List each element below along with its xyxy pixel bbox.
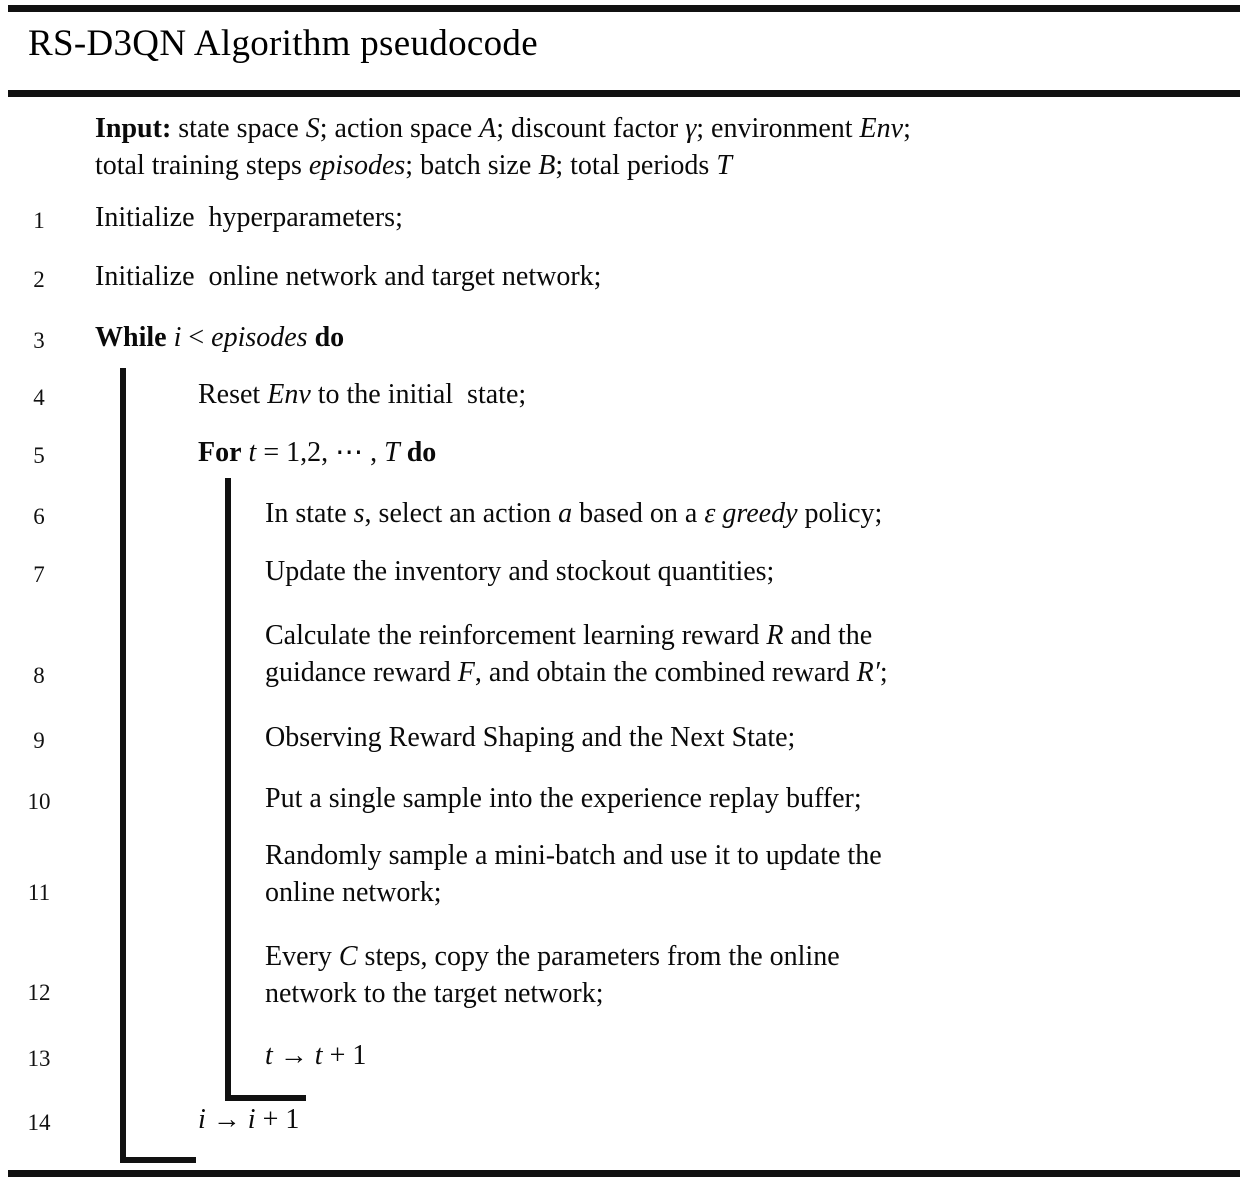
symbol-i-update2: i	[247, 1104, 256, 1135]
line-number-7: 7	[33, 562, 45, 587]
symbol-epsilon: ε greedy	[704, 498, 798, 529]
statement-4: Reset Env to the initial state;	[198, 379, 527, 410]
input-declaration: Input: state space S; action space A; discount factor γ; environment Env; total training steps episodes; batch size B; total periods T	[95, 113, 911, 181]
line-number-12: 12	[27, 980, 51, 1005]
symbol-a: a	[558, 498, 573, 529]
statement-8: Calculate the reinforcement learning reward R and the guidance reward F, and obtain the combined reward R′;	[265, 620, 888, 688]
symbol-s: s	[353, 498, 365, 529]
statement-13: t → t + 1	[265, 1040, 367, 1071]
keyword-do: do	[314, 322, 345, 353]
input-label: Input:	[95, 113, 172, 144]
symbol-B: B	[538, 150, 556, 181]
line-number-14: 14	[27, 1110, 51, 1135]
symbol-F: F	[457, 657, 475, 688]
while-loop-bracket	[120, 368, 196, 1163]
line-number-11: 11	[27, 880, 51, 905]
symbol-Env: Env	[859, 113, 904, 144]
top-rule	[8, 5, 1240, 12]
symbol-t: t	[248, 437, 257, 468]
line-number-1: 1	[33, 208, 45, 233]
statement-1: Initialize hyperparameters;	[95, 202, 403, 233]
symbol-T-ref: T	[384, 437, 400, 468]
symbol-R: R	[766, 620, 784, 651]
algorithm-title: RS-D3QN Algorithm pseudocode	[28, 23, 538, 64]
symbol-i-update: i	[198, 1104, 206, 1135]
statement-10: Put a single sample into the experience replay buffer;	[265, 783, 862, 814]
line-number-9: 9	[33, 728, 45, 753]
line-number-13: 13	[27, 1046, 51, 1071]
keyword-do-for: do	[406, 437, 437, 468]
statement-2: Initialize online network and target network;	[95, 261, 602, 292]
statement-12: Every C steps, copy the parameters from the online network to the target network;	[265, 941, 840, 1009]
statement-5: For t = 1,2, ⋯ , T do	[198, 437, 437, 468]
keyword-for: For	[198, 437, 242, 468]
statement-6: In state s, select an action a based on a ε greedy policy;	[265, 498, 883, 529]
symbol-A: A	[479, 113, 497, 144]
statement-9: Observing Reward Shaping and the Next State;	[265, 722, 796, 753]
line-number-3: 3	[33, 328, 45, 353]
line-number-4: 4	[33, 385, 45, 410]
symbol-gamma: γ	[685, 113, 697, 144]
symbol-T: T	[716, 150, 732, 181]
line-number-6: 6	[33, 504, 45, 529]
symbol-C: C	[338, 941, 358, 972]
symbol-t-update2: t	[314, 1040, 323, 1071]
symbol-Env-ref: Env	[267, 379, 311, 410]
symbol-R-prime: R′	[856, 657, 880, 688]
symbol-episodes-ref: episodes	[211, 322, 308, 353]
statement-14: i → i + 1	[198, 1104, 300, 1135]
line-number-5: 5	[33, 443, 45, 468]
statement-11: Randomly sample a mini-batch and use it to update the online network;	[265, 840, 882, 908]
bottom-rule	[8, 1170, 1240, 1177]
line-number-2: 2	[33, 267, 45, 292]
header-rule	[8, 90, 1240, 97]
symbol-S: S	[305, 113, 320, 144]
keyword-while: While	[95, 322, 167, 353]
line-number-10: 10	[27, 789, 51, 814]
statement-3: While i < episodes do	[95, 322, 345, 353]
symbol-i: i	[173, 322, 182, 353]
symbol-t-update: t	[265, 1040, 273, 1071]
symbol-episodes: episodes	[308, 150, 406, 181]
statement-7: Update the inventory and stockout quantities;	[265, 556, 775, 587]
line-number-8: 8	[33, 663, 45, 688]
